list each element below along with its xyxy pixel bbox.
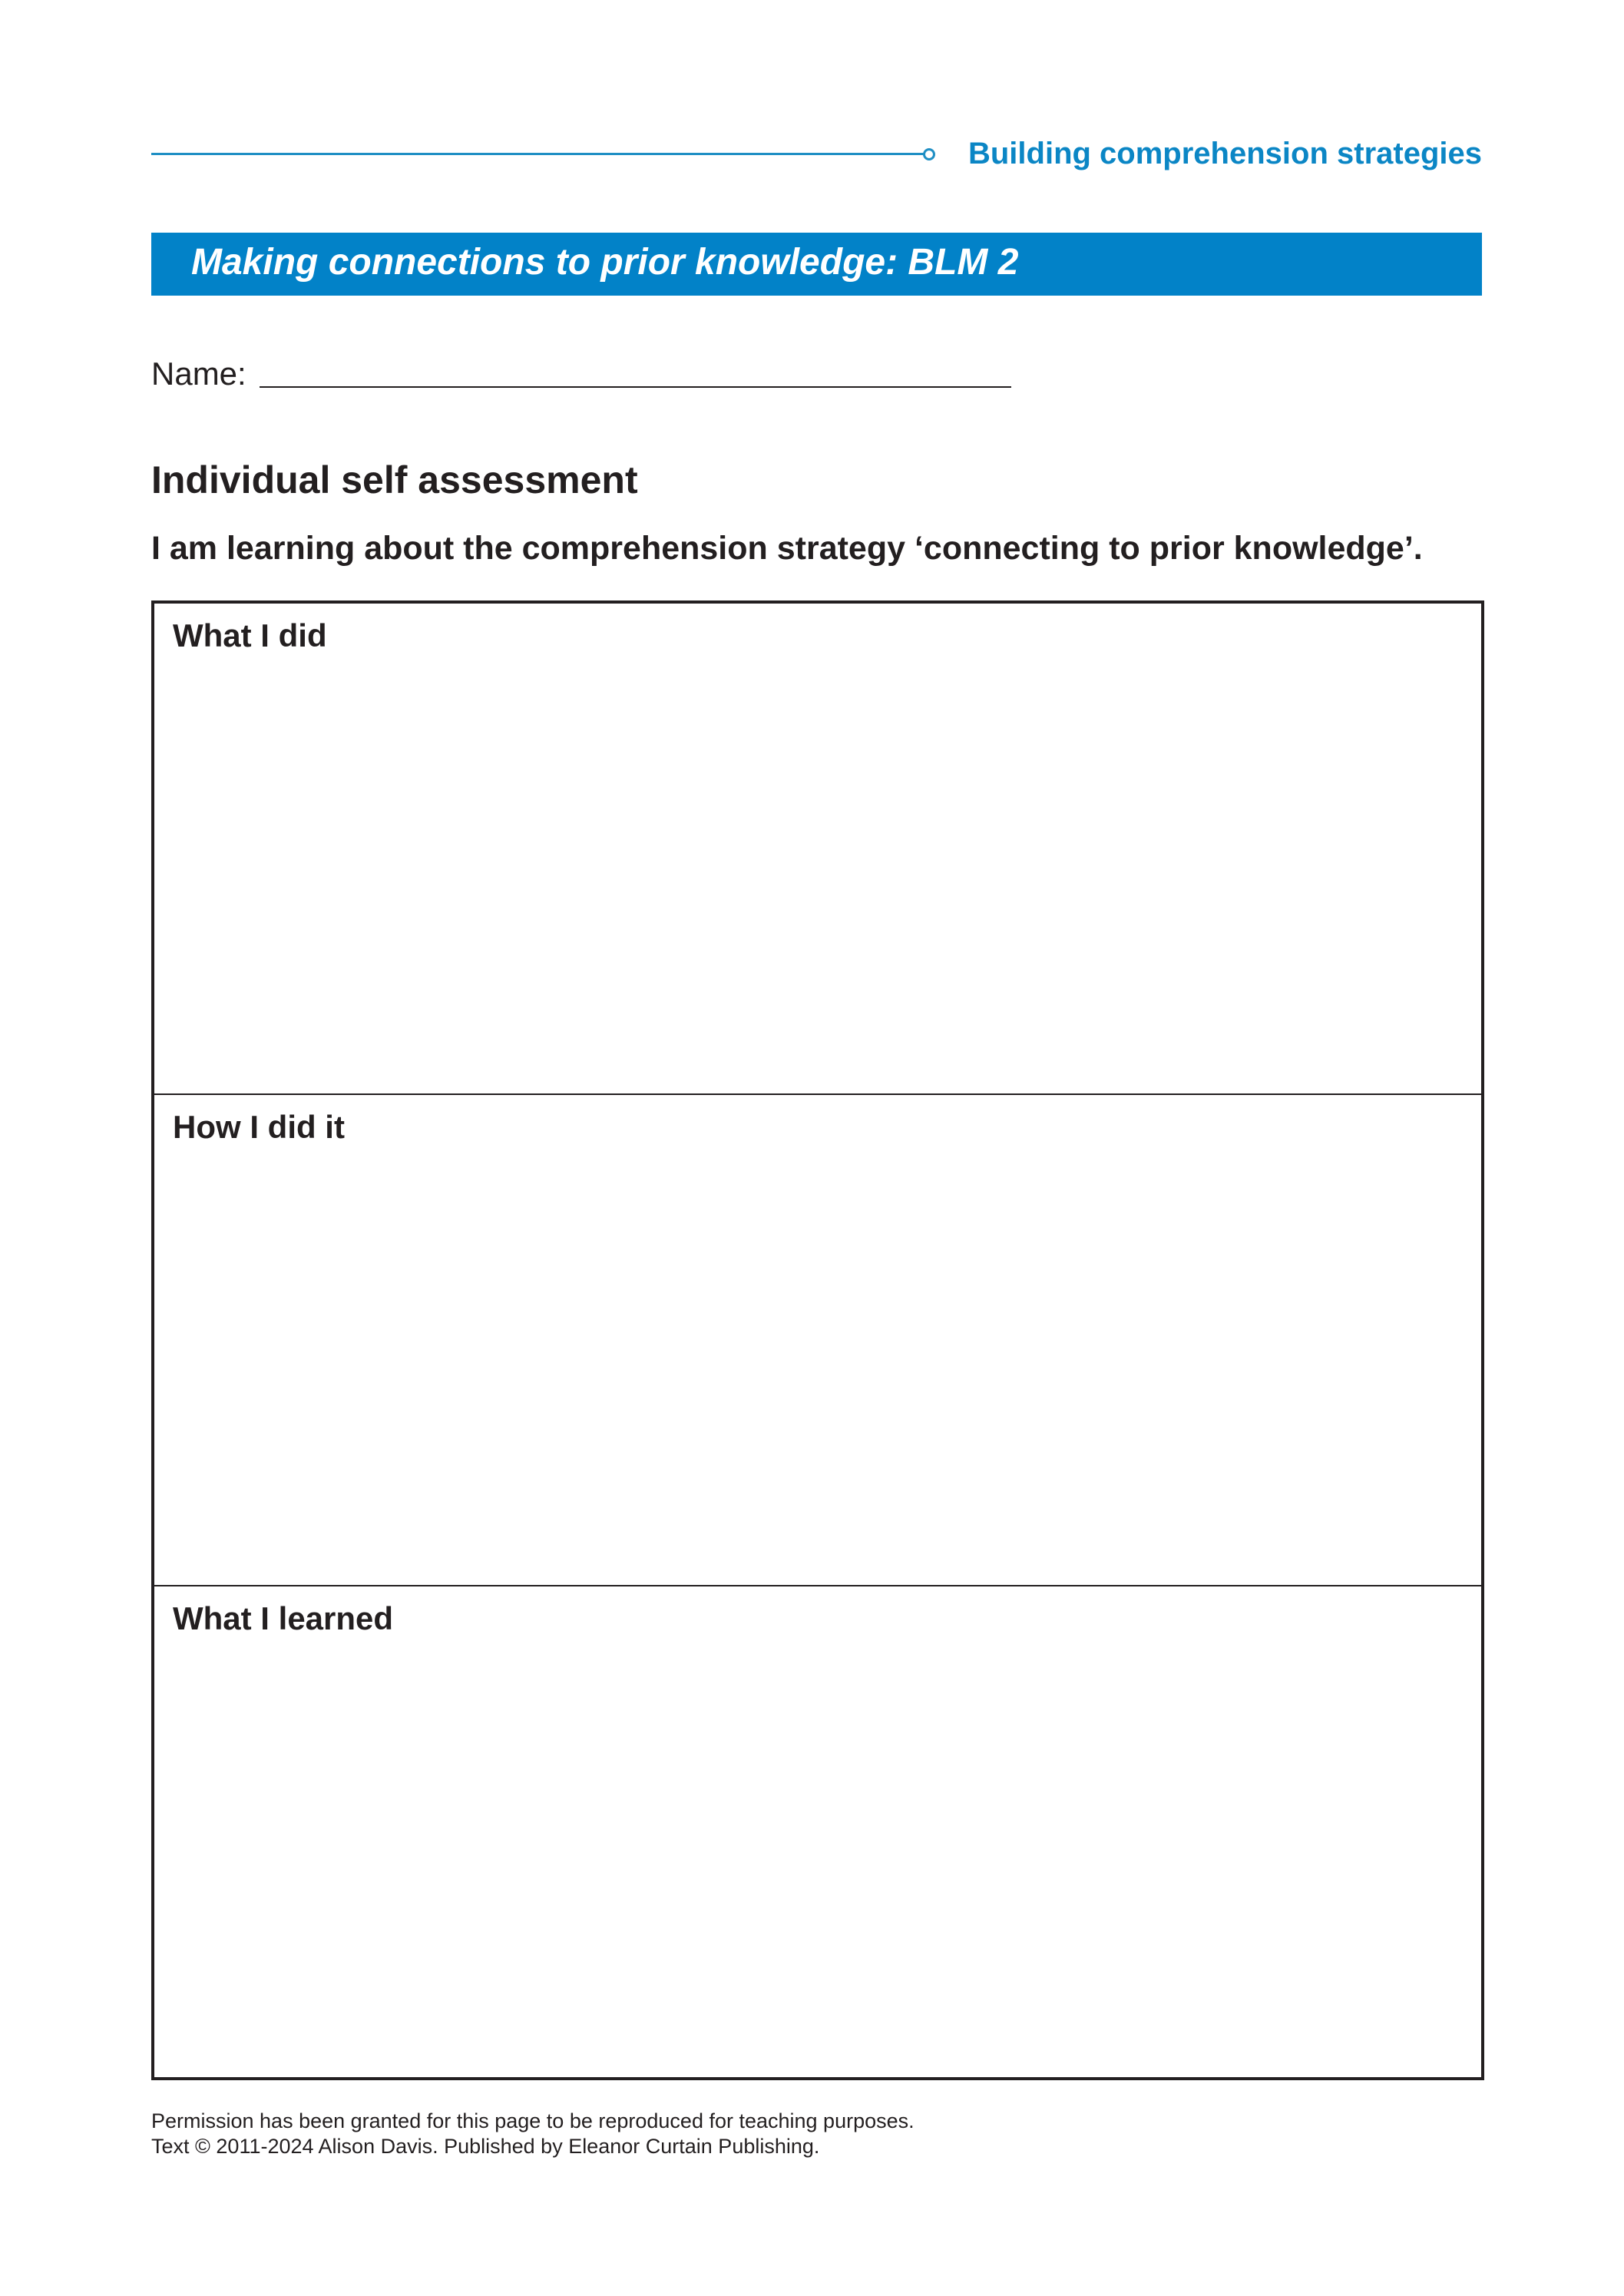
how-i-did-it-label: How I did it [173, 1109, 345, 1145]
series-title: Building comprehension strategies [967, 137, 1482, 170]
page-title: Making connections to prior knowledge: BLM 2 [191, 242, 1019, 283]
what-i-learned-section[interactable] [154, 1586, 1481, 2077]
section-heading: Individual self assessment [151, 458, 638, 501]
name-label: Name: [151, 356, 246, 392]
footer [151, 2109, 915, 2159]
copyright-note: Text © 2011-2024 Alison Davis. Published by Eleanor Curtain Publishing. [151, 2135, 820, 2158]
what-i-did-section[interactable] [154, 604, 1481, 1095]
learning-intention: I am learning about the comprehension strategy ‘connecting to prior knowledge’. [151, 530, 1423, 567]
what-i-did-label: What I did [173, 617, 327, 653]
title-banner [151, 233, 1482, 296]
what-i-learned-label: What I learned [173, 1600, 394, 1636]
header-rule-end-dot [923, 148, 935, 160]
permission-note: Permission has been granted for this page to be reproduced for teaching purposes. [151, 2109, 915, 2132]
header-rule [151, 153, 927, 155]
how-i-did-it-section[interactable] [154, 1095, 1481, 1586]
assessment-box [151, 600, 1484, 2080]
name-field[interactable] [260, 386, 1011, 388]
